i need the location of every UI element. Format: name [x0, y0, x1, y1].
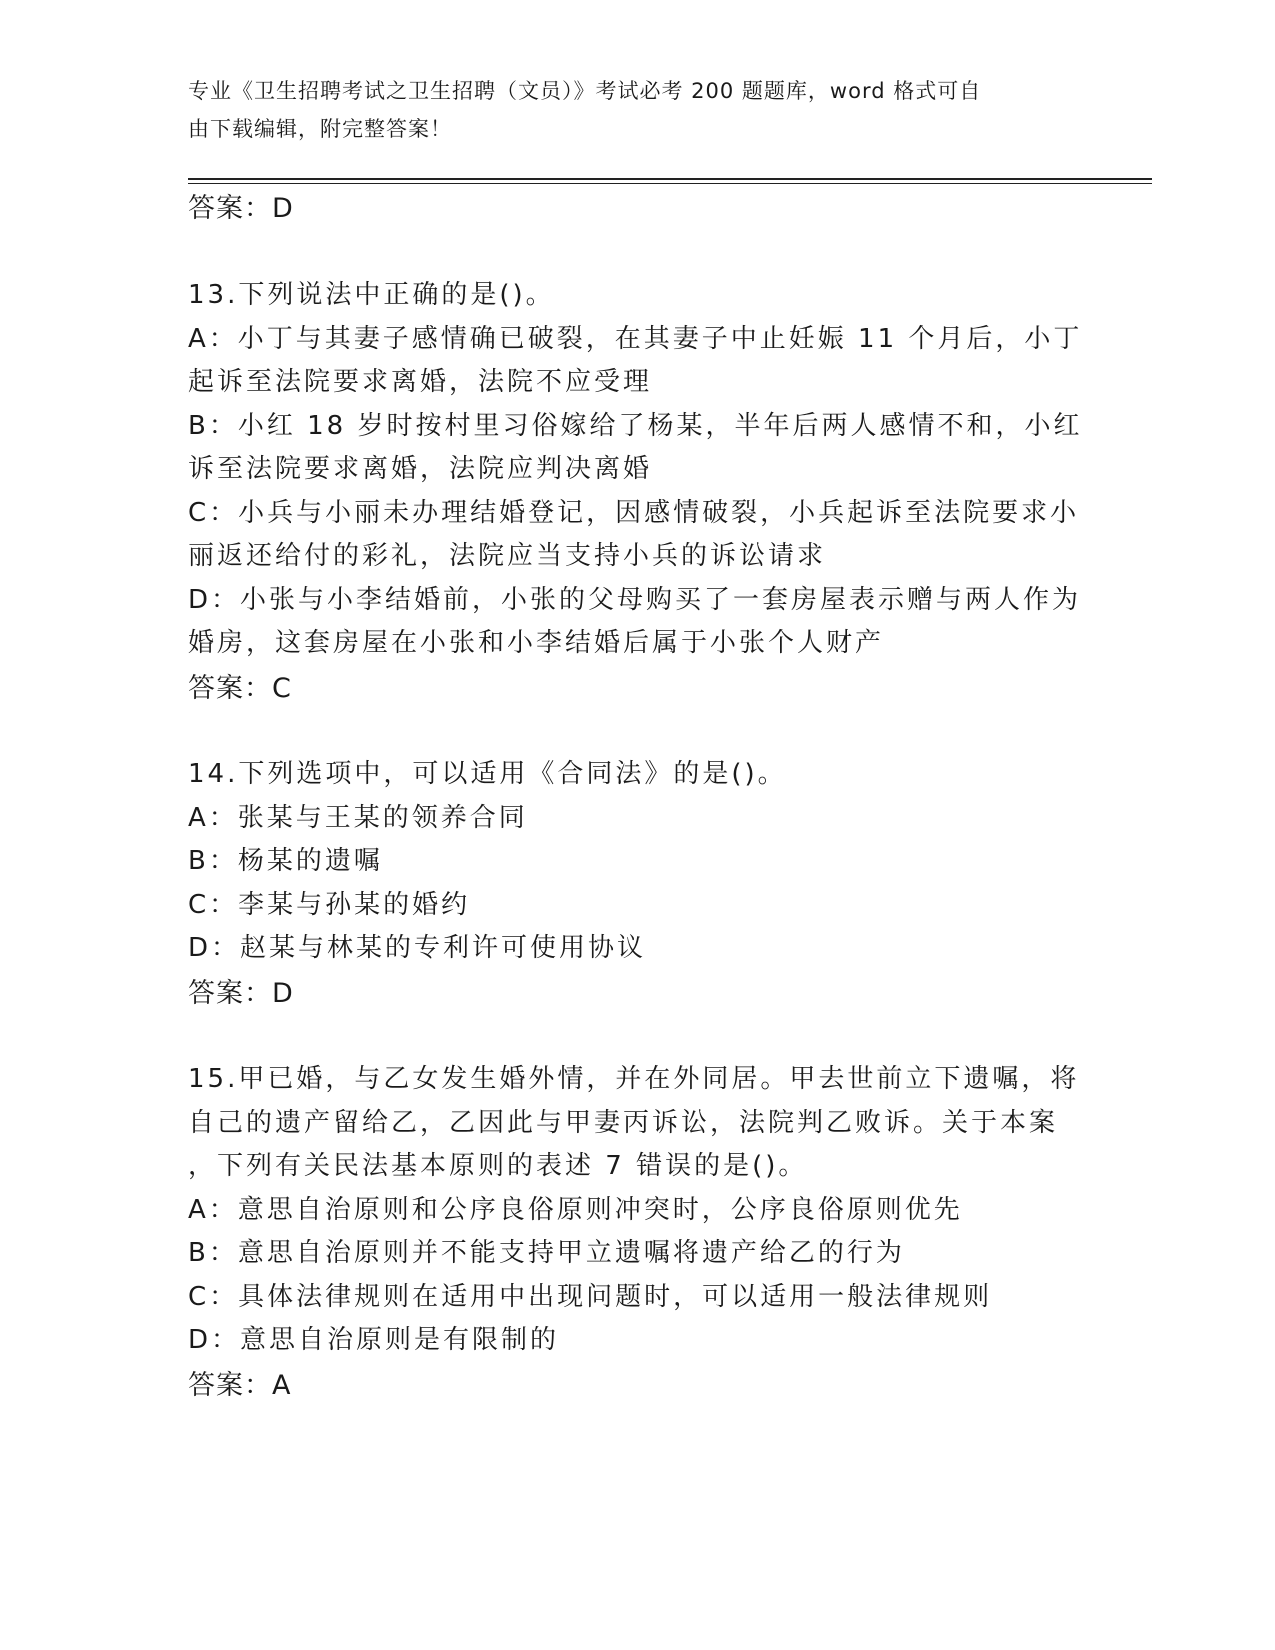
question-13-stem: 13.下列说法中正确的是()。: [188, 280, 555, 310]
header-line: 由下载编辑，附完整答案！: [188, 117, 452, 141]
question-13-option-d-cont: 婚房，这套房屋在小张和小李结婚后属于小张个人财产: [188, 628, 885, 658]
header-rule-thin: [188, 183, 1152, 184]
question-13-option-a-cont: 起诉至法院要求离婚，法院不应受理: [188, 367, 653, 397]
previous-answer: 答案：D: [188, 193, 294, 224]
question-15-option-c: C：具体法律规则在适用中出现问题时，可以适用一般法律规则: [188, 1282, 993, 1312]
question-15-answer: 答案：A: [188, 1370, 292, 1401]
question-14-stem: 14.下列选项中，可以适用《合同法》的是()。: [188, 759, 787, 789]
question-13-option-c: C：小兵与小丽未办理结婚登记，因感情破裂，小兵起诉至法院要求小: [188, 498, 1080, 528]
header-rule-thick: [188, 178, 1152, 180]
question-15-option-a: A：意思自治原则和公序良俗原则冲突时，公序良俗原则优先: [188, 1195, 963, 1225]
question-14-option-b: B：杨某的遗嘱: [188, 846, 383, 876]
question-13-option-d: D：小张与小李结婚前，小张的父母购买了一套房屋表示赠与两人作为: [188, 585, 1082, 615]
question-13-option-c-cont: 丽返还给付的彩礼，法院应当支持小兵的诉讼请求: [188, 541, 827, 571]
question-13-answer: 答案：C: [188, 673, 292, 704]
question-14-answer: 答案：D: [188, 978, 294, 1009]
question-14-option-d: D：赵某与林某的专利许可使用协议: [188, 933, 647, 963]
question-14-option-a: A：张某与王某的领养合同: [188, 803, 528, 833]
question-15-stem: 15.甲已婚，与乙女发生婚外情，并在外同居。甲去世前立下遗嘱，将: [188, 1064, 1080, 1094]
question-13-option-b-cont: 诉至法院要求离婚，法院应判决离婚: [188, 454, 653, 484]
question-13-option-a: A：小丁与其妻子感情确已破裂，在其妻子中止妊娠 11 个月后，小丁: [188, 324, 1083, 354]
question-15-option-d: D：意思自治原则是有限制的: [188, 1325, 560, 1355]
header-line: 专业《卫生招聘考试之卫生招聘（文员）》考试必考 200 题题库，word 格式可自: [188, 79, 982, 103]
question-15-stem-cont: ，下列有关民法基本原则的表述 7 错误的是()。: [188, 1151, 808, 1181]
question-13-option-b: B：小红 18 岁时按村里习俗嫁给了杨某，半年后两人感情不和，小红: [188, 411, 1083, 441]
question-14-option-c: C：李某与孙某的婚约: [188, 890, 471, 920]
document-header: [188, 72, 1068, 148]
question-15-option-b: B：意思自治原则并不能支持甲立遗嘱将遗产给乙的行为: [188, 1238, 905, 1268]
question-15-stem-cont: 自己的遗产留给乙，乙因此与甲妻丙诉讼，法院判乙败诉。关于本案: [188, 1108, 1059, 1138]
